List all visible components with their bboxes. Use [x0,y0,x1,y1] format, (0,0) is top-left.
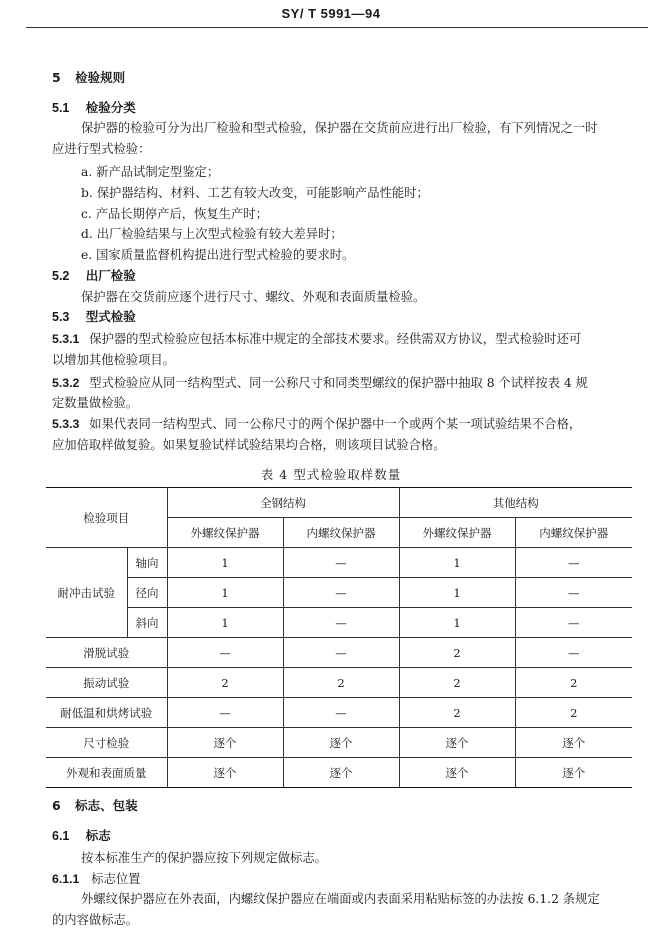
section-6-1-1-heading [52,869,140,887]
table-row [46,638,632,668]
cell: — [283,698,399,728]
section-6-heading [52,796,138,814]
cell: — [167,698,283,728]
section-6-1-1-line1: 外螺纹保护器应在外表面，内螺纹保护器应在端面或内表面采用粘贴标签的办法按 6.1.2 条规定 [81,892,600,906]
section-5-3-2-line2: 定数量做检验。 [52,396,139,410]
section-6-1-1-number: 6.1.1 [52,872,80,886]
table-row [46,698,632,728]
row-label: 滑脱试验 [46,638,167,668]
cell: — [283,638,399,668]
cell: — [283,578,399,608]
col-header-item: 检验项目 [46,488,167,548]
section-5-title: 检验规则 [75,70,126,85]
cell: 2 [283,668,399,698]
cell: — [515,608,632,638]
table-row [46,608,632,638]
cell: 2 [399,638,515,668]
cell: 逐个 [399,728,515,758]
section-5-3-1-line2: 以增加其他检验项目。 [52,353,175,367]
section-5-3-3-text: 如果代表同一结构型式、同一公称尺寸的两个保护器中一个或两个某一项试验结果不合格， [89,417,582,431]
table-row [46,578,632,608]
section-5-1-title: 检验分类 [85,100,136,115]
section-5-1-para-line2: 应进行型式检验： [52,142,151,156]
section-5-3-2-number: 5.3.2 [52,376,80,390]
cell: 2 [399,698,515,728]
table-row [46,668,632,698]
cell: 逐个 [167,728,283,758]
section-5-2-heading [52,266,136,284]
list-item-d: d. 出厂检验结果与上次型式检验有较大差异时； [81,227,343,241]
section-5-3-1-text: 保护器的型式检验应包括本标准中规定的全部技术要求。经供需双方协议，型式检验时还可 [89,332,582,346]
cell: 2 [167,668,283,698]
section-5-3-title: 型式检验 [85,309,136,324]
cell: 2 [515,698,632,728]
section-5-3-heading [52,307,136,325]
cell: 逐个 [515,758,632,788]
cell: — [515,638,632,668]
section-6-1-heading [52,826,111,844]
section-5-2-number: 5.2 [52,269,70,283]
section-6-number: 6 [52,798,61,813]
section-6-1-1-line2: 的内容做标志。 [52,913,139,927]
cell: — [167,638,283,668]
list-item-c: c. 产品长期停产后，恢复生产时； [81,207,268,221]
cell: — [283,608,399,638]
cell: — [283,548,399,578]
section-5-3-number: 5.3 [52,310,70,324]
table-row [46,728,632,758]
cell: 1 [167,578,283,608]
section-6-title: 标志、包装 [75,798,138,813]
header-rule [26,27,648,28]
section-6-1-para: 按本标准生产的保护器应按下列规定做标志。 [81,851,327,865]
col-header-ext-1: 外螺纹保护器 [167,518,283,548]
cell: 逐个 [515,728,632,758]
section-5-3-1-line1 [52,329,581,347]
table-row [46,548,632,578]
col-group-other: 其他结构 [399,488,632,518]
cell: 1 [399,548,515,578]
section-6-1-title: 标志 [85,828,111,843]
col-header-int-2: 内螺纹保护器 [515,518,632,548]
list-item-b: b. 保护器结构、材料、工艺有较大改变，可能影响产品性能时； [81,186,429,200]
col-group-all-steel: 全钢结构 [167,488,399,518]
section-6-1-number: 6.1 [52,829,70,843]
section-5-1-heading [52,98,136,116]
cell: 逐个 [399,758,515,788]
row-sub-label: 径向 [127,578,167,608]
section-6-1-1-title: 标志位置 [91,872,141,886]
section-5-3-2-text: 型式检验应从同一结构型式、同一公称尺寸和同类型螺纹的保护器中抽取 8 个试样按表 4 规 [89,376,588,390]
col-header-ext-2: 外螺纹保护器 [399,518,515,548]
list-item-e: e. 国家质量监督机构提出进行型式检验的要求时。 [81,248,355,262]
section-5-3-3-line2: 应加倍取样做复验。如果复验试样试验结果均合格，则该项目试验合格。 [52,438,446,452]
section-5-3-1-number: 5.3.1 [52,332,80,346]
row-label: 耐低温和烘烤试验 [46,698,167,728]
impact-test-label: 耐冲击试验 [46,548,127,638]
cell: 逐个 [283,758,399,788]
section-5-3-2-line1 [52,373,588,391]
row-sub-label: 轴向 [127,548,167,578]
cell: — [515,578,632,608]
cell: 2 [399,668,515,698]
row-sub-label: 斜向 [127,608,167,638]
row-label: 尺寸检验 [46,728,167,758]
cell: 逐个 [167,758,283,788]
row-label: 振动试验 [46,668,167,698]
section-5-3-3-line1 [52,414,581,432]
table-4-caption: 表 4 型式检验取样数量 [260,467,402,482]
cell: — [515,548,632,578]
section-5-2-title: 出厂检验 [85,268,136,283]
cell: 2 [515,668,632,698]
cell: 1 [399,608,515,638]
col-header-int-1: 内螺纹保护器 [283,518,399,548]
section-5-1-number: 5.1 [52,101,70,115]
row-label: 外观和表面质量 [46,758,167,788]
cell: 1 [167,608,283,638]
section-5-2-para: 保护器在交货前应逐个进行尺寸、螺纹、外观和表面质量检验。 [81,290,426,304]
table-header-row-1 [46,488,632,518]
section-5-number: 5 [52,70,61,85]
cell: 1 [167,548,283,578]
table-row [46,758,632,788]
document-code: SY/ T 5991—94 [281,6,381,21]
section-5-1-para-line1: 保护器的检验可分为出厂检验和型式检验，保护器在交货前应进行出厂检验，有下列情况之一时 [81,121,598,135]
section-5-heading [52,68,125,86]
section-5-3-3-number: 5.3.3 [52,417,80,431]
cell: 逐个 [283,728,399,758]
cell: 1 [399,578,515,608]
sampling-table [46,487,632,788]
list-item-a: a. 新产品试制定型鉴定； [81,165,220,179]
